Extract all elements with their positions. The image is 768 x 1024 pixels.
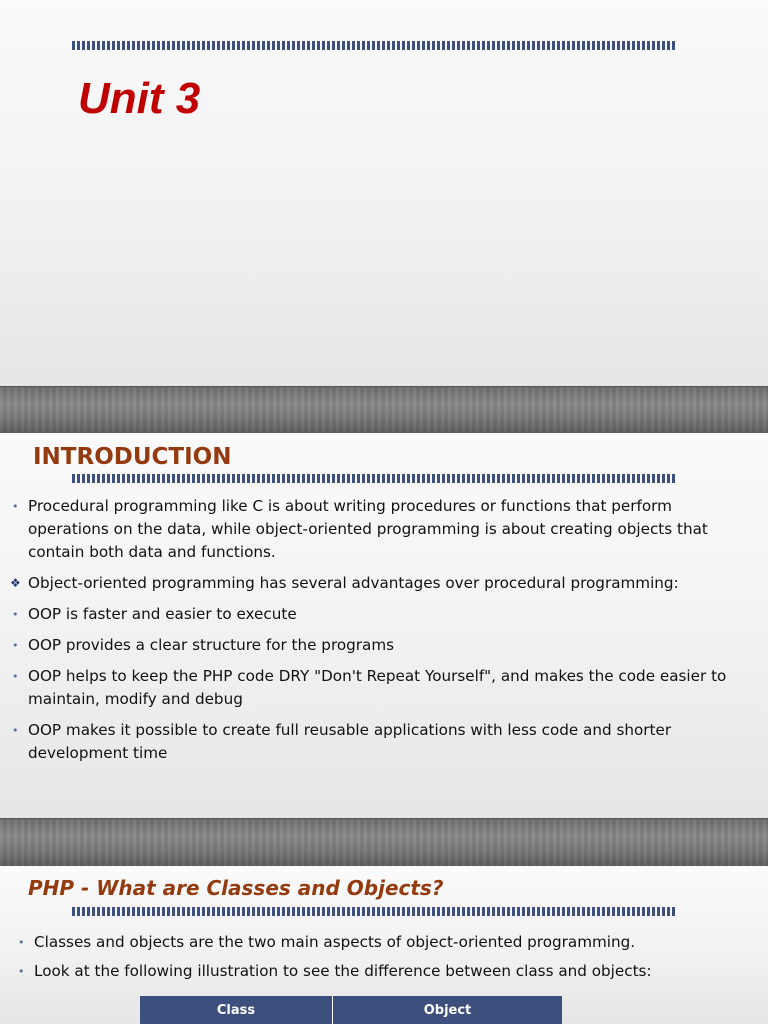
list-item <box>12 603 752 626</box>
bullet-list <box>18 932 748 990</box>
slide-1 <box>0 0 768 386</box>
table-header-object: Object <box>333 996 563 1024</box>
list-item <box>12 572 752 595</box>
diamond-bullet-icon: ❖ <box>10 576 21 590</box>
bullet-list <box>12 495 752 773</box>
bullet-marker: • <box>12 639 19 652</box>
list-item <box>12 719 752 765</box>
bullet-marker: • <box>12 608 19 621</box>
bullet-text: Look at the following illustration to see the difference between class and objects: <box>34 962 652 980</box>
slide-separator <box>0 386 768 434</box>
slide-3 <box>0 866 768 1024</box>
slide-separator <box>0 818 768 867</box>
bullet-text: OOP makes it possible to create full reusable applications with less code and shorter development time <box>28 721 672 762</box>
slide-title: PHP - What are Classes and Objects? <box>28 876 444 900</box>
list-item <box>12 495 752 564</box>
bullet-marker: • <box>12 724 19 737</box>
bullet-text: OOP is faster and easier to execute <box>28 605 297 623</box>
slide-title: Unit 3 <box>78 74 201 123</box>
slide-2 <box>0 433 768 818</box>
bullet-text: Classes and objects are the two main aspects of object-oriented programming. <box>34 933 636 951</box>
bullet-marker: • <box>18 965 25 978</box>
slide-title: INTRODUCTION <box>33 444 232 470</box>
dashed-rule <box>72 474 677 483</box>
bullet-marker: • <box>12 670 19 683</box>
list-item <box>12 634 752 657</box>
table-header-class: Class <box>140 996 333 1024</box>
list-item <box>18 961 748 982</box>
bullet-marker: • <box>18 936 25 949</box>
class-object-table <box>140 996 562 1024</box>
bullet-text: Object-oriented programming has several advantages over procedural programming: <box>28 574 679 592</box>
list-item <box>12 665 752 711</box>
bullet-text: Procedural programming like C is about writing procedures or functions that perform operations on the data, while object-oriented programming is about creating objects that contain both data and functions. <box>28 497 708 561</box>
dashed-rule <box>72 41 677 50</box>
bullet-text: OOP helps to keep the PHP code DRY "Don't Repeat Yourself", and makes the code easier to maintain, modify and debug <box>28 667 727 708</box>
bullet-marker: • <box>12 500 19 513</box>
list-item <box>18 932 748 953</box>
bullet-text: OOP provides a clear structure for the programs <box>28 636 395 654</box>
dashed-rule <box>72 907 677 916</box>
